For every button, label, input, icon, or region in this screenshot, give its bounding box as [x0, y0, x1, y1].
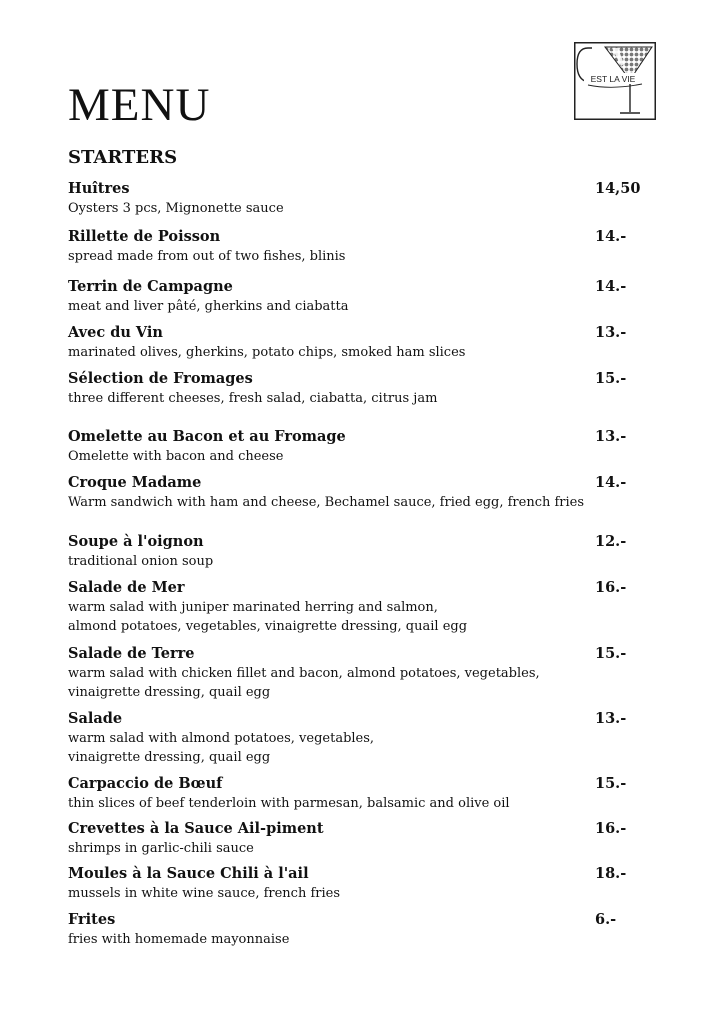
item-name: Soupe à l'oignon [68, 533, 204, 550]
menu-item [68, 179, 648, 218]
menu-item [68, 709, 648, 767]
item-description: traditional onion soup [68, 554, 214, 569]
logo-text: EST LA VIE [590, 74, 636, 84]
item-price: 6.- [595, 911, 617, 928]
item-name: Omelette au Bacon et au Fromage [68, 428, 346, 445]
menu-item [68, 277, 648, 316]
section-heading: STARTERS [68, 147, 178, 168]
page-title: MENU [68, 79, 211, 131]
menu-item [68, 864, 648, 903]
menu-item [68, 578, 648, 636]
item-name: Rillette de Poisson [68, 228, 221, 245]
item-price: 13.- [595, 428, 627, 445]
item-price: 18.- [595, 865, 627, 882]
item-price: 15.- [595, 370, 627, 387]
item-name: Crevettes à la Sauce Ail-piment [68, 820, 324, 837]
item-name: Croque Madame [68, 474, 202, 491]
menu-item [68, 369, 648, 408]
item-name: Salade de Terre [68, 645, 195, 662]
cocktail-glass-logo [574, 42, 656, 120]
item-description: Oysters 3 pcs, Mignonette sauce [68, 201, 284, 216]
item-name: Moules à la Sauce Chili à l'ail [68, 865, 309, 882]
item-name: Huîtres [68, 180, 130, 197]
item-description: three different cheeses, fresh salad, ciabatta, citrus jam [68, 391, 438, 406]
item-price: 16.- [595, 820, 627, 837]
item-description: Omelette with bacon and cheese [68, 449, 284, 464]
item-description: marinated olives, gherkins, potato chips, smoked ham slices [68, 345, 466, 360]
item-price: 13.- [595, 324, 627, 341]
item-description: warm salad with almond potatoes, vegetables, vinaigrette dressing, quail egg [68, 731, 375, 765]
item-name: Salade [68, 710, 123, 727]
item-name: Frites [68, 911, 116, 928]
menu-item [68, 532, 648, 571]
item-name: Salade de Mer [68, 579, 185, 596]
item-price: 14.- [595, 474, 627, 491]
item-description: shrimps in garlic-chili sauce [68, 841, 254, 856]
item-price: 16.- [595, 579, 627, 596]
item-price: 15.- [595, 775, 627, 792]
menu-item [68, 473, 648, 512]
menu-item [68, 644, 648, 702]
item-price: 14,50 [595, 180, 641, 197]
menu-item [68, 819, 648, 858]
item-name: Carpaccio de Bœuf [68, 775, 223, 792]
item-description: Warm sandwich with ham and cheese, Bechamel sauce, fried egg, french fries [68, 495, 585, 510]
item-price: 14.- [595, 278, 627, 295]
item-description: warm salad with juniper marinated herring and salmon, almond potatoes, vegetables, vinaigrette dressing, quail egg [68, 600, 468, 634]
item-description: meat and liver pâté, gherkins and ciabatta [68, 299, 349, 314]
item-description: warm salad with chicken fillet and bacon, almond potatoes, vegetables, vinaigrette dressing, quail egg [68, 666, 540, 700]
item-name: Sélection de Fromages [68, 370, 253, 387]
item-description: spread made from out of two fishes, blinis [68, 249, 346, 264]
item-description: mussels in white wine sauce, french fries [68, 886, 341, 901]
item-name: Terrin de Campagne [68, 278, 233, 295]
item-description: thin slices of beef tenderloin with parmesan, balsamic and olive oil [68, 796, 510, 811]
menu-item [68, 427, 648, 466]
item-price: 13.- [595, 710, 627, 727]
item-price: 12.- [595, 533, 627, 550]
menu-item [68, 323, 648, 362]
item-price: 14.- [595, 228, 627, 245]
menu-item [68, 227, 648, 266]
item-description: fries with homemade mayonnaise [68, 932, 290, 947]
item-price: 15.- [595, 645, 627, 662]
item-name: Avec du Vin [68, 324, 163, 341]
menu-item [68, 774, 648, 813]
menu-item [68, 910, 648, 949]
